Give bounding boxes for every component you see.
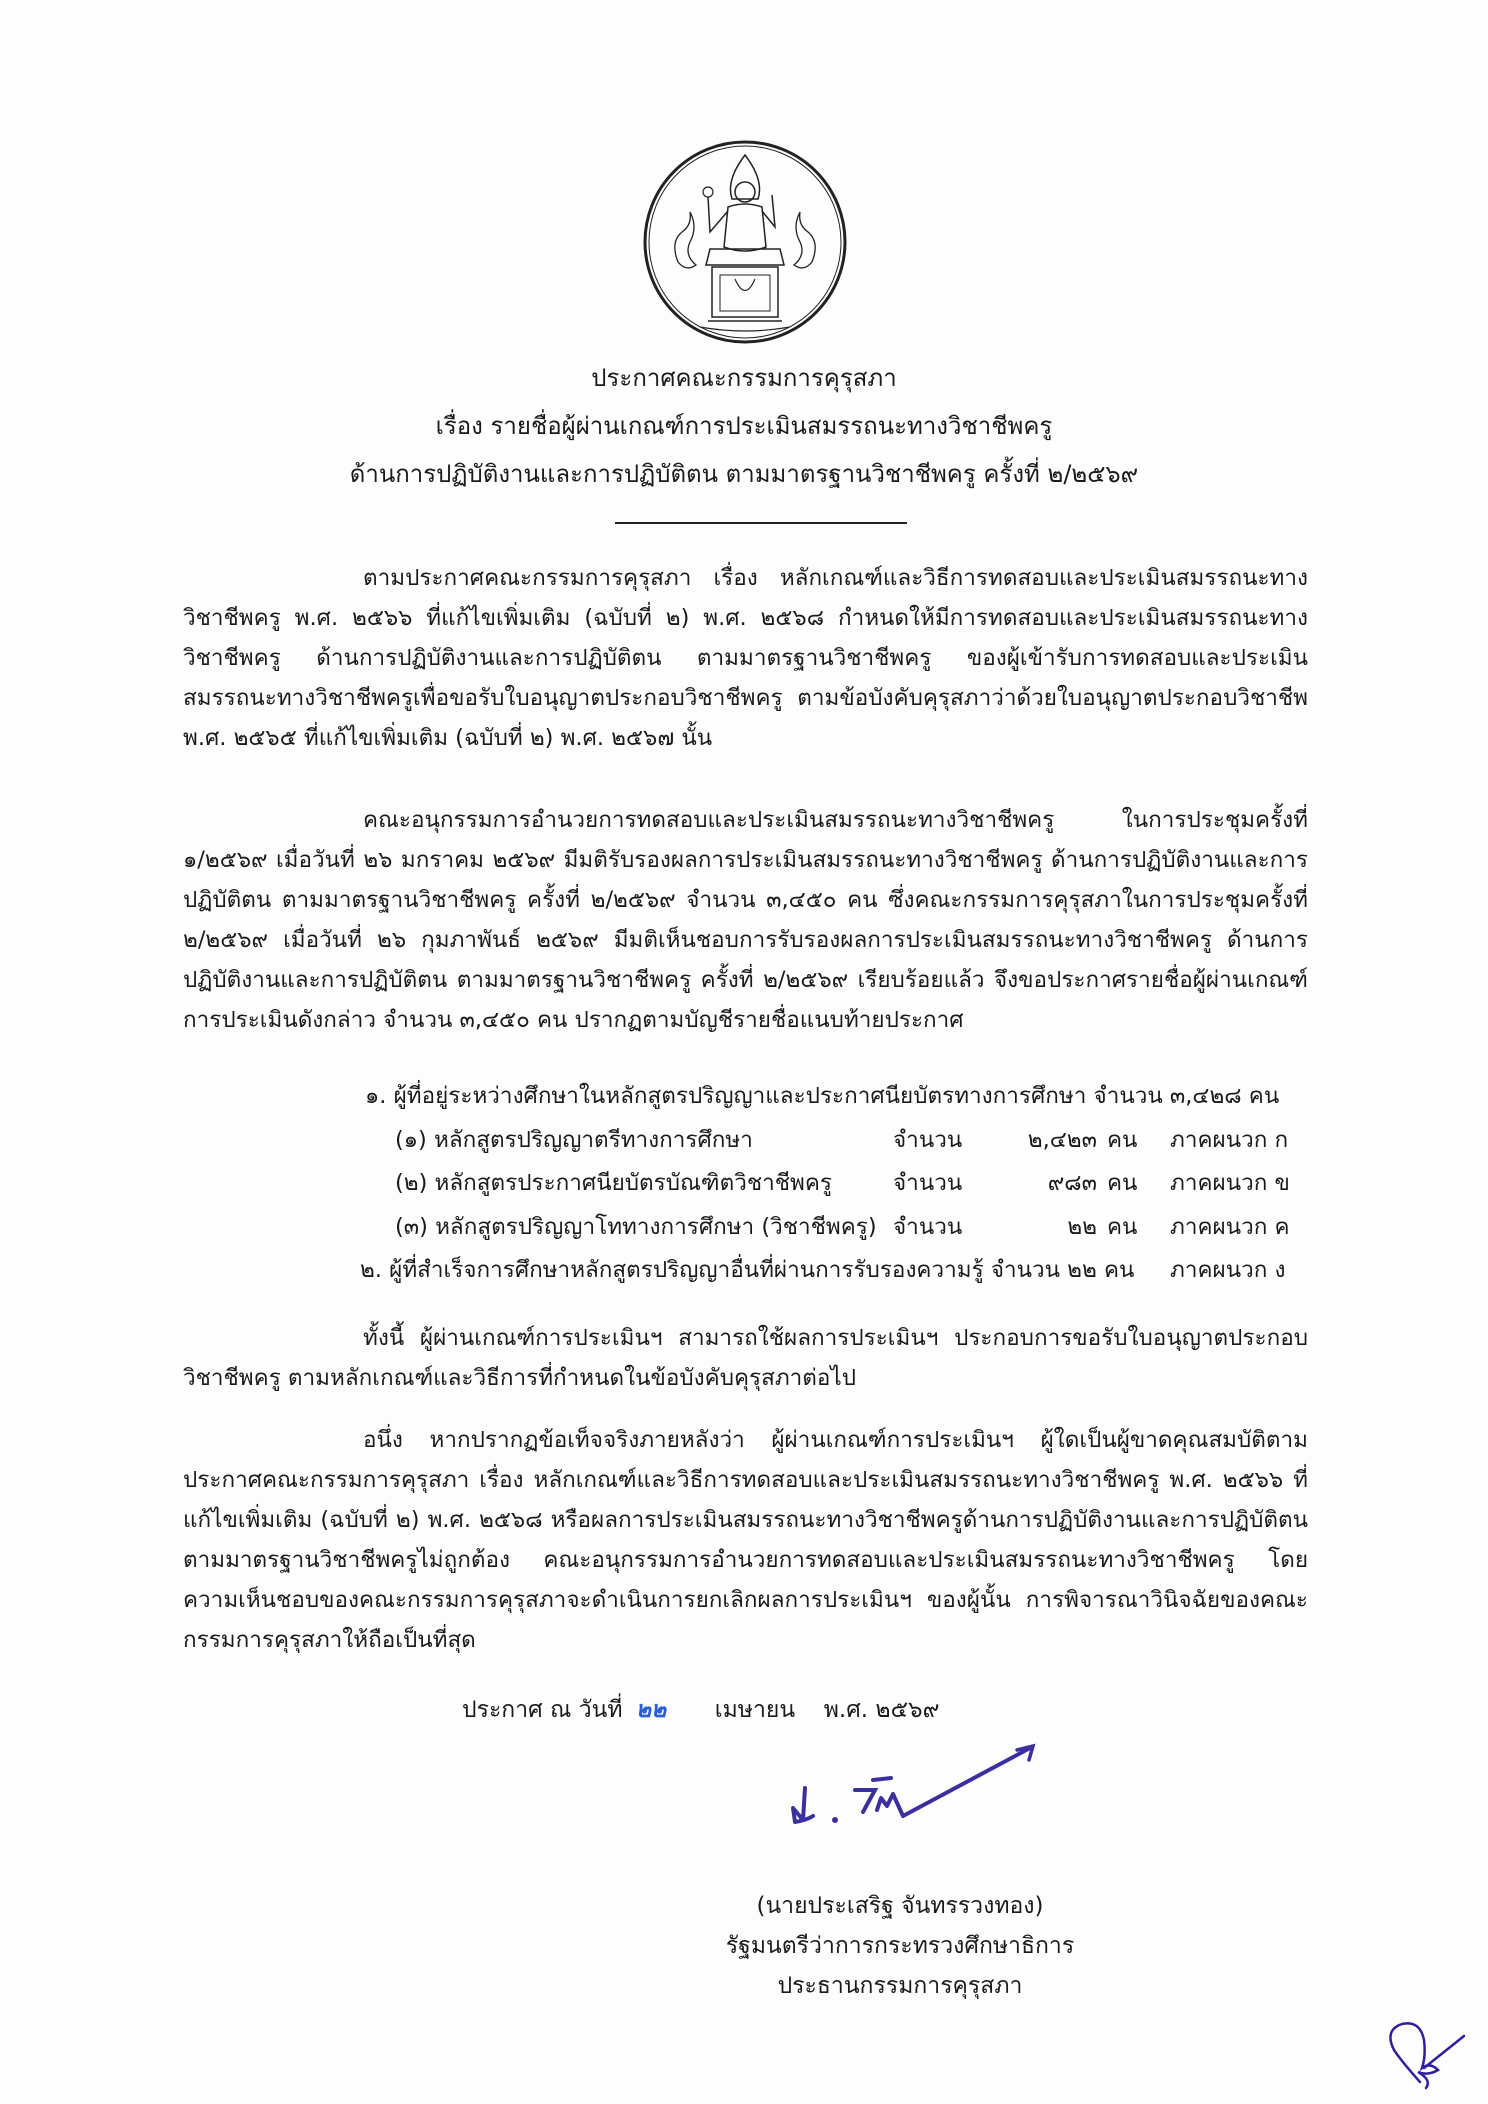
subitem-count-label: จำนวน: [893, 1170, 963, 1196]
subitem-appendix: ภาคผนวก ค: [1170, 1214, 1290, 1240]
paragraph-4: [183, 1420, 1308, 1660]
handwritten-day: ๒๒: [635, 1696, 667, 1723]
paragraph-3-text: ทั้งนี้ ผู้ผ่านเกณฑ์การประเมินฯ สามารถใช้ผลการประเมินฯ ประกอบการขอรับใบอนุญาตประกอบวิชาชีพครู ตามหลักเกณฑ์และวิธีการที่กำหนดในข้อบังคับคุรุสภาต่อไป: [183, 1325, 1308, 1391]
paragraph-3: [183, 1318, 1308, 1398]
signatory-position-2: ประธานกรรมการคุรุสภา: [777, 1973, 1023, 1999]
signatory-name: (นายประเสริฐ จันทรรวงทอง): [756, 1893, 1044, 1919]
list-subitem-3: [395, 1207, 1308, 1247]
paragraph-2-text: คณะอนุกรรมการอำนวยการทดสอบและประเมินสมรรถนะทางวิชาชีพครู ในการประชุมครั้งที่ ๑/๒๕๖๙ เมื่อวันที่ ๒๖ มกราคม ๒๕๖๙ มีมติรับรองผลการประเมินสมรรถนะทางวิชาชีพครู ด้านการปฏิบัติงานและการปฏิบัติตน ตามมาตรฐานวิชาชีพครู ครั้งที่ ๒/๒๕๖๙ จำนวน ๓,๔๕๐ คน ซึ่งคณะกรรมการคุรุสภาในการประชุมครั้งที่ ๒/๒๕๖๙ เมื่อวันที่ ๒๖ กุมภาพันธ์ ๒๕๖๙ มีมติเห็นชอบการรับรองผลการประเมินสมรรถนะทางวิชาชีพครู ด้านการปฏิบัติงานและการปฏิบัติตน ตามมาตรฐานวิชาชีพครู ครั้งที่ ๒/๒๕๖๙ เรียบร้อยแล้ว จึงขอประกาศรายชื่อผู้ผ่านเกณฑ์การประเมินดังกล่าว จำนวน ๓,๔๕๐ คน ปรากฏตามบัญชีรายชื่อแนบท้ายประกาศ: [183, 807, 1308, 1033]
teachers-council-emblem-icon: [640, 137, 850, 347]
announcement-subject: เรื่อง รายชื่อผู้ผ่านเกณฑ์การประเมินสมรรถนะทางวิชาชีพครู: [435, 412, 1053, 440]
paragraph-1: [183, 558, 1308, 758]
subitem-label: (๓) หลักสูตรปริญญาโททางการศึกษา (วิชาชีพครู): [395, 1214, 877, 1240]
list-item-2-appendix: ภาคผนวก ง: [1170, 1257, 1286, 1283]
date-month: เมษายน: [714, 1697, 796, 1723]
paragraph-1-text: ตามประกาศคณะกรรมการคุรุสภา เรื่อง หลักเกณฑ์และวิธีการทดสอบและประเมินสมรรถนะทางวิชาชีพครู พ.ศ. ๒๕๖๖ ที่แก้ไขเพิ่มเติม (ฉบับที่ ๒) พ.ศ. ๒๕๖๘ กำหนดให้มีการทดสอบและประเมินสมรรถนะทางวิชาชีพครู ด้านการปฏิบัติงานและการปฏิบัติตน ตามมาตรฐานวิชาชีพครู ของผู้เข้ารับการทดสอบและประเมินสมรรถนะทางวิชาชีพครูเพื่อขอรับใบอนุญาตประกอบวิชาชีพครู ตามข้อบังคับคุรุสภาว่าด้วยใบอนุญาตประกอบวิชาชีพ พ.ศ. ๒๕๖๕ ที่แก้ไขเพิ่มเติม (ฉบับที่ ๒) พ.ศ. ๒๕๖๗ นั้น: [183, 565, 1308, 751]
subitem-unit: คน: [1107, 1170, 1138, 1196]
list-subitem-1: [395, 1120, 1308, 1160]
paragraph-4-text: อนึ่ง หากปรากฏข้อเท็จจริงภายหลังว่า ผู้ผ่านเกณฑ์การประเมินฯ ผู้ใดเป็นผู้ขาดคุณสมบัติตามประกาศคณะกรรมการคุรุสภา เรื่อง หลักเกณฑ์และวิธีการทดสอบและประเมินสมรรถนะทางวิชาชีพครู พ.ศ. ๒๕๖๖ ที่แก้ไขเพิ่มเติม (ฉบับที่ ๒) พ.ศ. ๒๕๖๘ หรือผลการประเมินสมรรถนะทางวิชาชีพครูด้านการปฏิบัติงานและการปฏิบัติตน ตามมาตรฐานวิชาชีพครูไม่ถูกต้อง คณะอนุกรรมการอำนวยการทดสอบและประเมินสมรรถนะทางวิชาชีพครู โดยความเห็นชอบของคณะกรรมการคุรุสภาจะดำเนินการยกเลิกผลการประเมินฯ ของผู้นั้น การพิจารณาวินิจฉัยของคณะกรรมการคุรุสภาให้ถือเป็นที่สุด: [183, 1427, 1308, 1653]
list-subitem-2: [395, 1163, 1308, 1203]
announcement-title: ประกาศคณะกรรมการคุรุสภา: [591, 364, 897, 392]
subitem-label: (๒) หลักสูตรประกาศนียบัตรบัณฑิตวิชาชีพครู: [395, 1170, 832, 1196]
subitem-label: (๑) หลักสูตรปริญญาตรีทางการศึกษา: [395, 1127, 753, 1153]
subitem-appendix: ภาคผนวก ก: [1170, 1127, 1289, 1153]
date-year: พ.ศ. ๒๕๖๙: [823, 1697, 940, 1723]
subitem-count-label: จำนวน: [893, 1214, 963, 1240]
subitem-count: ๒๒: [1067, 1214, 1097, 1240]
announcement-subject-line2: ด้านการปฏิบัติงานและการปฏิบัติตน ตามมาตรฐานวิชาชีพครู ครั้งที่ ๒/๒๕๖๙: [349, 460, 1139, 488]
subitem-unit: คน: [1107, 1127, 1138, 1153]
list-item-2-text: ๒. ผู้ที่สำเร็จการศึกษาหลักสูตรปริญญาอื่นที่ผ่านการรับรองความรู้ จำนวน ๒๒ คน: [360, 1257, 1135, 1283]
subitem-count-label: จำนวน: [893, 1127, 963, 1153]
paragraph-2: [183, 800, 1308, 1040]
announcement-date: [462, 1690, 939, 1730]
initial-mark-icon: [1372, 2010, 1472, 2090]
signatory-position-1: รัฐมนตรีว่าการกระทรวงศึกษาธิการ: [725, 1933, 1075, 1959]
list-item-2: [360, 1250, 1308, 1290]
subitem-count: ๙๘๓: [1047, 1170, 1097, 1196]
title-divider: [615, 522, 907, 524]
subitem-unit: คน: [1107, 1214, 1138, 1240]
list-item-1: ๑. ผู้ที่อยู่ระหว่างศึกษาในหลักสูตรปริญญาและประกาศนียบัตรทางการศึกษา จำนวน ๓,๔๒๘ คน: [365, 1083, 1280, 1109]
subitem-appendix: ภาคผนวก ข: [1170, 1170, 1290, 1196]
subitem-count: ๒,๔๒๓: [1027, 1127, 1097, 1153]
signature-icon: [785, 1740, 1045, 1840]
date-prefix: ประกาศ ณ วันที่: [462, 1697, 623, 1723]
